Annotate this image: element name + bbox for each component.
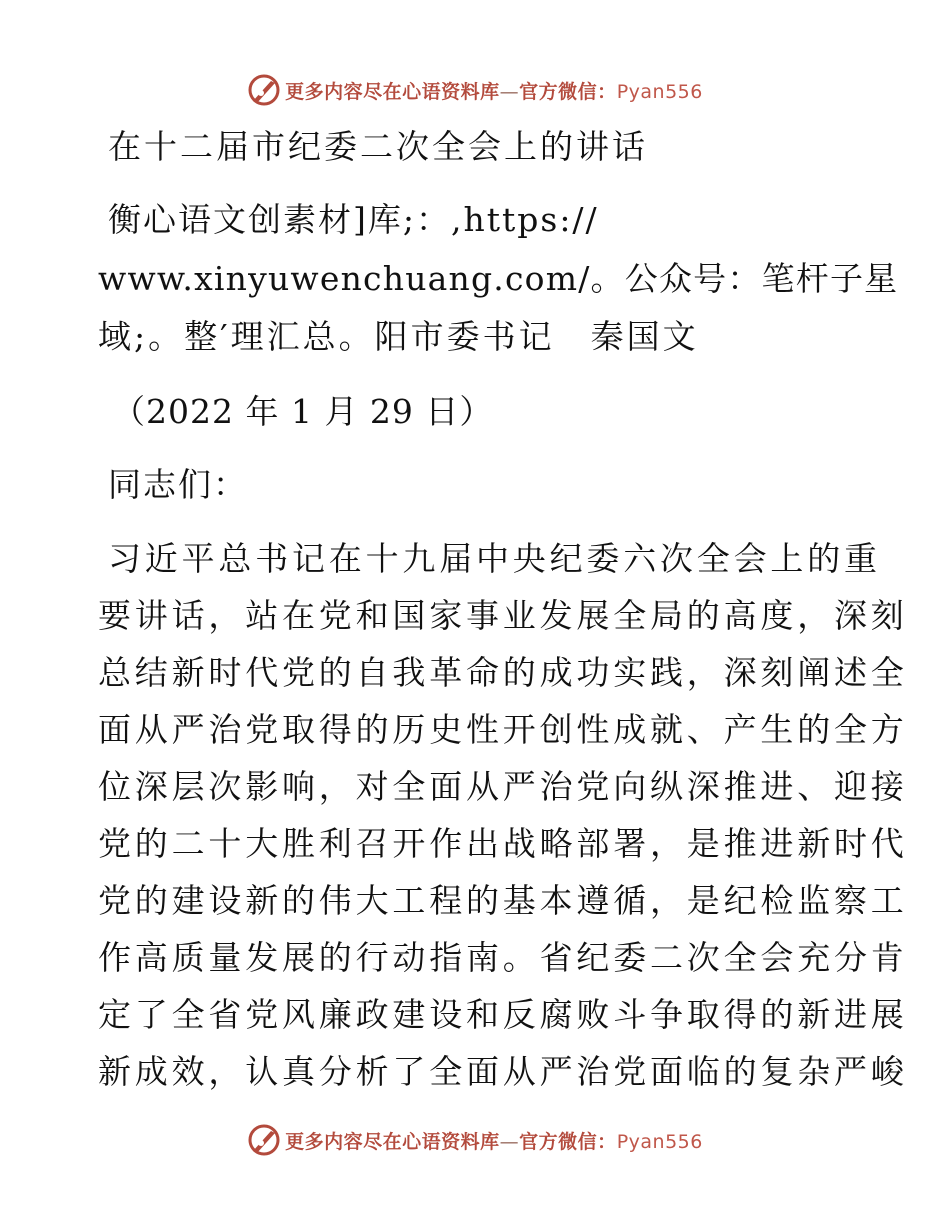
watermark-main-text: 更多内容尽在心语资料库 [285, 80, 500, 103]
watermark-banner-top [0, 70, 950, 110]
body-line: 习近平总书记在十九届中央纪委六次全会上的重 [108, 539, 881, 578]
document-title: 在十二届市纪委二次全会上的讲话 [108, 127, 648, 166]
watermark-main-text: 更多内容尽在心语资料库 [285, 1130, 500, 1153]
watermark-banner-bottom [0, 1120, 950, 1160]
body-line: 作高质量发展的行动指南。省纪委二次全会充分肯 [98, 938, 908, 977]
salutation: 同志们： [108, 465, 248, 504]
body-line: 位深层次影响，对全面从严治党向纵深推进、迎接 [98, 767, 908, 806]
body-line: 定了全省党风廉政建设和反腐败斗争取得的新进展 [98, 995, 908, 1034]
body-line: 新成效，认真分析了全面从严治党面临的复杂严峻 [98, 1052, 908, 1091]
body-line: 面从严治党取得的历史性开创性成就、产生的全方 [98, 710, 908, 749]
watermark-handle: Pyan556 [616, 1130, 703, 1153]
speech-date: （2022 年 1 月 29 日） [112, 392, 494, 431]
source-line-3: 域;。整′理汇总。阳市委书记 秦国文 [98, 317, 699, 356]
watermark-wechat-label: 官方微信： [519, 1130, 617, 1153]
watermark-text [285, 77, 703, 104]
watermark-separator: — [499, 1130, 520, 1153]
source-line-1: 衡心语文创素材]库;：,https:// [108, 200, 599, 239]
watermark-handle: Pyan556 [616, 80, 703, 103]
quill-logo-icon [247, 1123, 281, 1157]
body-paragraph [98, 530, 908, 1100]
watermark-separator: — [499, 80, 520, 103]
quill-logo-icon [247, 73, 281, 107]
body-line: 要讲话，站在党和国家事业发展全局的高度，深刻 [98, 596, 908, 635]
body-line: 总结新时代党的自我革命的成功实践，深刻阐述全 [98, 653, 908, 692]
watermark-text [285, 1127, 703, 1154]
body-line: 党的建设新的伟大工程的基本遵循，是纪检监察工 [98, 881, 908, 920]
body-line: 党的二十大胜利召开作出战略部署，是推进新时代 [98, 824, 908, 863]
source-line-2: www.xinyuwenchuang.com/。公众号：笔杆子星 [98, 259, 899, 298]
watermark-wechat-label: 官方微信： [519, 80, 617, 103]
